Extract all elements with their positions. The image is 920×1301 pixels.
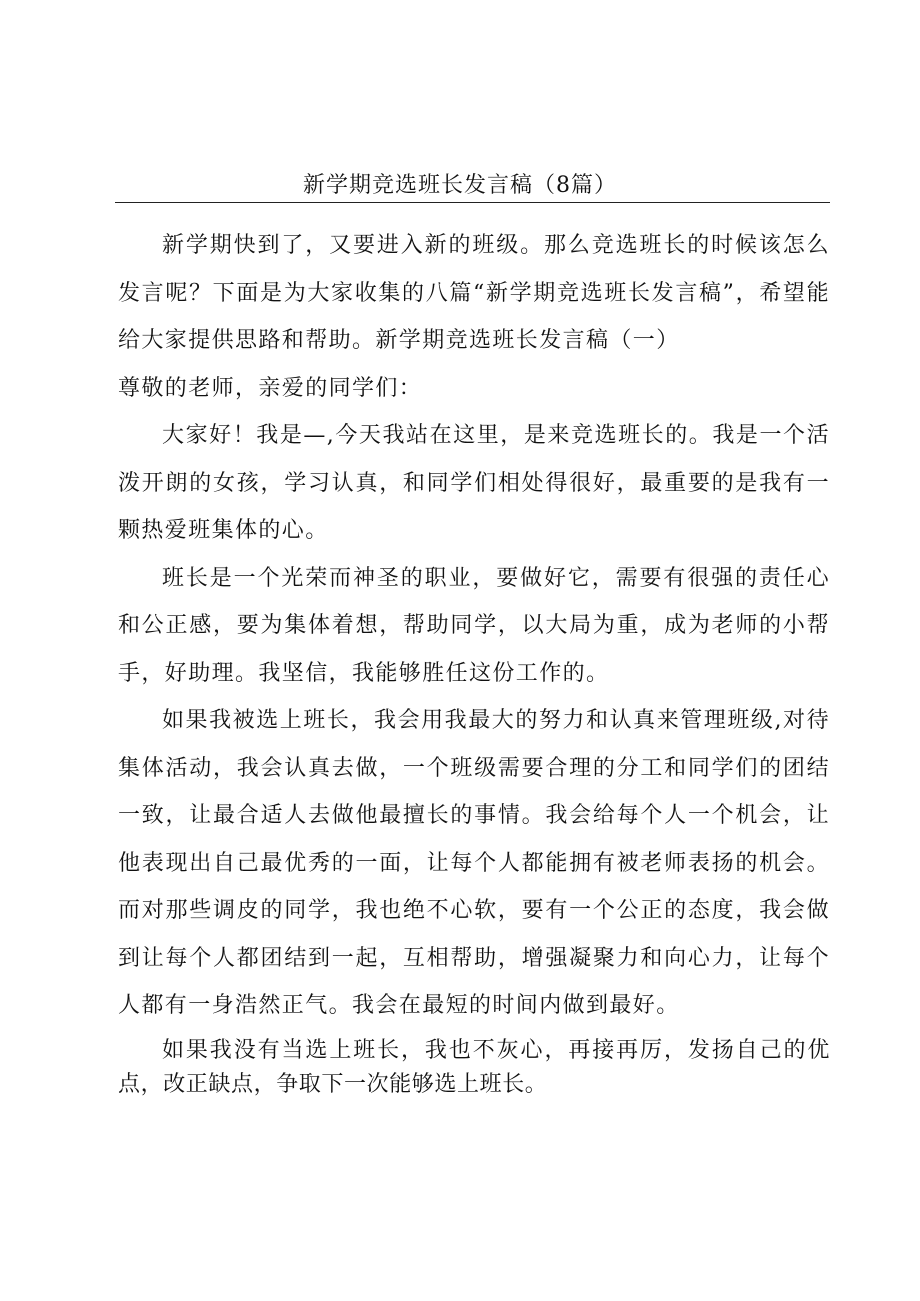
title-underline — [115, 202, 830, 203]
closing-paragraph: 如果我没有当选上班长，我也不灰心，再接再厉，发扬自己的优点，改正缺点，争取下一次能够选上班长。 — [118, 1037, 830, 1097]
body-paragraph-1: 大家好！我是—,今天我站在这里，是来竞选班长的。我是一个活泼开朗的女孩，学习认真，和同学们相处得很好，最重要的是我有一颗热爱班集体的心。 — [118, 423, 830, 543]
intro-paragraph: 新学期快到了，又要进入新的班级。那么竞选班长的时候该怎么发言呢？下面是为大家收集的八篇“新学期竞选班长发言稿”，希望能给大家提供思路和帮助。新学期竞选班长发言稿（一） — [118, 233, 830, 353]
salutation: 尊敬的老师，亲爱的同学们： — [118, 375, 423, 401]
document-body — [118, 222, 830, 1102]
document-title: 新学期竞选班长发言稿（8篇） — [303, 173, 617, 198]
body-paragraph-3: 如果我被选上班长，我会用我最大的努力和认真来管理班级,对待集体活动，我会认真去做，一个班级需要合理的分工和同学们的团结一致，让最合适人去做他最擅长的事情。我会给每个人一个机会，让他表现出自己最优秀的一面，让每个人都能拥有被老师表扬的机会。而对那些调皮的同学，我也绝不心软，要有一个公正的态度，我会做到让每个人都团结到一起，互相帮助，增强凝聚力和向心力，让每个人都有一身浩然正气。我会在最短的时间内做到最好。 — [118, 708, 830, 1018]
body-paragraph-2: 班长是一个光荣而神圣的职业，要做好它，需要有很强的责任心和公正感，要为集体着想，帮助同学，以大局为重，成为老师的小帮手，好助理。我坚信，我能够胜任这份工作的。 — [118, 565, 830, 686]
